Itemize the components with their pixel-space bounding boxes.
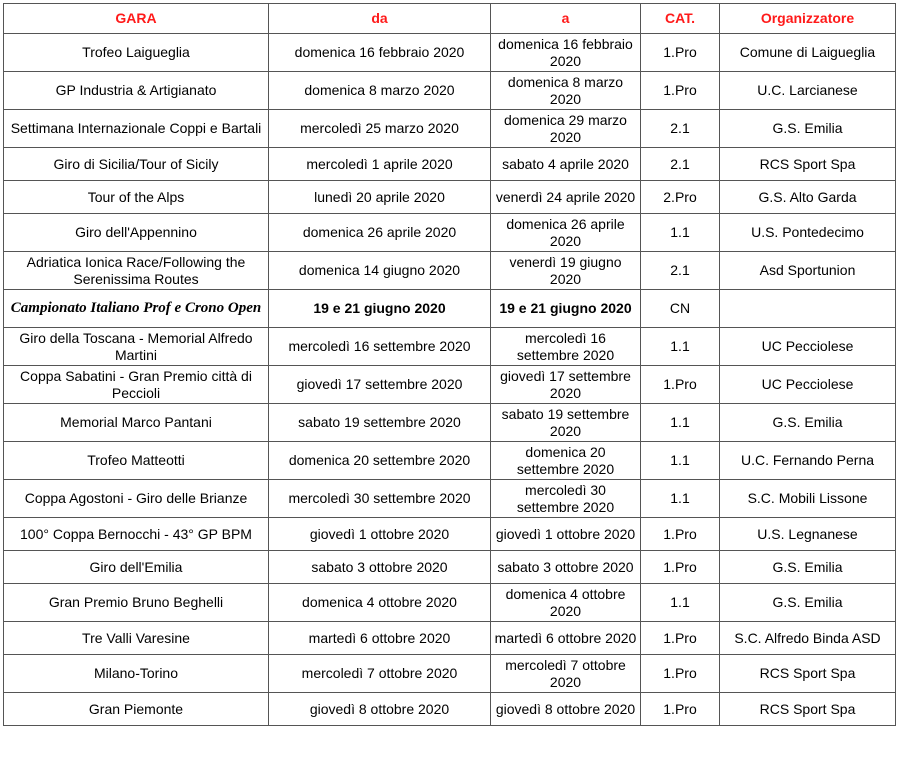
cell-a: domenica 16 febbraio 2020: [491, 34, 641, 72]
cell-gara: Giro della Toscana - Memorial Alfredo Martini: [4, 328, 269, 366]
cell-gara: Campionato Italiano Prof e Crono Open: [4, 290, 269, 328]
cell-cat: 1.Pro: [641, 34, 720, 72]
cell-da: sabato 3 ottobre 2020: [269, 551, 491, 584]
cell-gara: Milano-Torino: [4, 655, 269, 693]
table-row: [4, 366, 896, 404]
cell-gara: Settimana Internazionale Coppi e Bartali: [4, 110, 269, 148]
cell-a: mercoledì 7 ottobre 2020: [491, 655, 641, 693]
cell-da: martedì 6 ottobre 2020: [269, 622, 491, 655]
cell-gara: Gran Piemonte: [4, 693, 269, 726]
table-row: [4, 214, 896, 252]
table-row: [4, 584, 896, 622]
header-row: [4, 4, 896, 34]
cell-da: giovedì 1 ottobre 2020: [269, 518, 491, 551]
cell-org: U.C. Larcianese: [720, 72, 896, 110]
cell-a: giovedì 17 settembre 2020: [491, 366, 641, 404]
cell-org: UC Pecciolese: [720, 366, 896, 404]
table-row: [4, 110, 896, 148]
cell-org: U.S. Pontedecimo: [720, 214, 896, 252]
header-a: a: [491, 4, 641, 34]
cell-org: G.S. Emilia: [720, 110, 896, 148]
cell-da: sabato 19 settembre 2020: [269, 404, 491, 442]
header-da: da: [269, 4, 491, 34]
cell-gara: Trofeo Matteotti: [4, 442, 269, 480]
cell-org: G.S. Emilia: [720, 404, 896, 442]
cell-gara: Tour of the Alps: [4, 181, 269, 214]
cell-gara: Giro di Sicilia/Tour of Sicily: [4, 148, 269, 181]
cell-da: domenica 26 aprile 2020: [269, 214, 491, 252]
cell-cat: 2.1: [641, 148, 720, 181]
cell-da: domenica 8 marzo 2020: [269, 72, 491, 110]
cell-da: mercoledì 16 settembre 2020: [269, 328, 491, 366]
table-row: [4, 442, 896, 480]
cell-cat: 1.Pro: [641, 366, 720, 404]
cell-a: domenica 29 marzo 2020: [491, 110, 641, 148]
cell-gara: Memorial Marco Pantani: [4, 404, 269, 442]
cell-cat: 1.Pro: [641, 622, 720, 655]
table-row: [4, 693, 896, 726]
table-row: [4, 72, 896, 110]
header-gara: GARA: [4, 4, 269, 34]
cell-gara: Tre Valli Varesine: [4, 622, 269, 655]
table-row: [4, 34, 896, 72]
table-row-championship: [4, 290, 896, 328]
table-row: [4, 328, 896, 366]
cell-cat: 1.Pro: [641, 518, 720, 551]
cell-org: G.S. Emilia: [720, 584, 896, 622]
cell-cat: 1.Pro: [641, 655, 720, 693]
cell-org: RCS Sport Spa: [720, 693, 896, 726]
cell-a: mercoledì 16 settembre 2020: [491, 328, 641, 366]
cell-da: giovedì 8 ottobre 2020: [269, 693, 491, 726]
table-row: [4, 622, 896, 655]
cell-cat: 1.Pro: [641, 693, 720, 726]
cell-cat: 1.Pro: [641, 551, 720, 584]
cell-a: venerdì 19 giugno 2020: [491, 252, 641, 290]
cell-org: U.S. Legnanese: [720, 518, 896, 551]
cell-cat: 2.Pro: [641, 181, 720, 214]
cell-cat: 2.1: [641, 110, 720, 148]
cell-da: domenica 16 febbraio 2020: [269, 34, 491, 72]
cell-gara: Giro dell'Appennino: [4, 214, 269, 252]
cell-org: S.C. Alfredo Binda ASD: [720, 622, 896, 655]
cell-a: 19 e 21 giugno 2020: [491, 290, 641, 328]
cell-org: RCS Sport Spa: [720, 148, 896, 181]
cell-cat: 1.1: [641, 328, 720, 366]
table-row: [4, 181, 896, 214]
cell-org: Comune di Laigueglia: [720, 34, 896, 72]
cell-a: sabato 19 settembre 2020: [491, 404, 641, 442]
cell-gara: Gran Premio Bruno Beghelli: [4, 584, 269, 622]
cell-org: [720, 290, 896, 328]
cell-cat: 1.1: [641, 404, 720, 442]
cell-cat: 1.1: [641, 442, 720, 480]
cell-a: domenica 26 aprile 2020: [491, 214, 641, 252]
cell-gara: Adriatica Ionica Race/Following the Serenissima Routes: [4, 252, 269, 290]
cell-cat: CN: [641, 290, 720, 328]
cell-cat: 1.1: [641, 214, 720, 252]
cell-da: 19 e 21 giugno 2020: [269, 290, 491, 328]
cell-da: domenica 14 giugno 2020: [269, 252, 491, 290]
cell-da: lunedì 20 aprile 2020: [269, 181, 491, 214]
cell-org: G.S. Emilia: [720, 551, 896, 584]
cell-da: domenica 4 ottobre 2020: [269, 584, 491, 622]
cell-da: mercoledì 1 aprile 2020: [269, 148, 491, 181]
cell-a: mercoledì 30 settembre 2020: [491, 480, 641, 518]
cell-a: domenica 20 settembre 2020: [491, 442, 641, 480]
cell-a: domenica 4 ottobre 2020: [491, 584, 641, 622]
cell-da: mercoledì 25 marzo 2020: [269, 110, 491, 148]
table-row: [4, 148, 896, 181]
cell-cat: 1.Pro: [641, 72, 720, 110]
table-row: [4, 655, 896, 693]
cell-da: giovedì 17 settembre 2020: [269, 366, 491, 404]
cell-org: S.C. Mobili Lissone: [720, 480, 896, 518]
cell-org: RCS Sport Spa: [720, 655, 896, 693]
race-calendar-table: [3, 3, 896, 726]
table-row: [4, 551, 896, 584]
cell-a: giovedì 1 ottobre 2020: [491, 518, 641, 551]
cell-gara: Coppa Agostoni - Giro delle Brianze: [4, 480, 269, 518]
header-organizzatore: Organizzatore: [720, 4, 896, 34]
cell-gara: 100° Coppa Bernocchi - 43° GP BPM: [4, 518, 269, 551]
cell-org: Asd Sportunion: [720, 252, 896, 290]
cell-gara: Giro dell'Emilia: [4, 551, 269, 584]
cell-da: mercoledì 7 ottobre 2020: [269, 655, 491, 693]
header-cat: CAT.: [641, 4, 720, 34]
cell-org: U.C. Fernando Perna: [720, 442, 896, 480]
cell-org: G.S. Alto Garda: [720, 181, 896, 214]
cell-cat: 1.1: [641, 480, 720, 518]
table-row: [4, 518, 896, 551]
cell-gara: Trofeo Laigueglia: [4, 34, 269, 72]
cell-a: sabato 3 ottobre 2020: [491, 551, 641, 584]
cell-cat: 2.1: [641, 252, 720, 290]
cell-a: venerdì 24 aprile 2020: [491, 181, 641, 214]
cell-a: martedì 6 ottobre 2020: [491, 622, 641, 655]
cell-gara: GP Industria & Artigianato: [4, 72, 269, 110]
cell-a: domenica 8 marzo 2020: [491, 72, 641, 110]
cell-a: sabato 4 aprile 2020: [491, 148, 641, 181]
table-row: [4, 252, 896, 290]
cell-gara: Coppa Sabatini - Gran Premio città di Peccioli: [4, 366, 269, 404]
table-row: [4, 404, 896, 442]
cell-org: UC Pecciolese: [720, 328, 896, 366]
cell-cat: 1.1: [641, 584, 720, 622]
cell-a: giovedì 8 ottobre 2020: [491, 693, 641, 726]
cell-da: mercoledì 30 settembre 2020: [269, 480, 491, 518]
table-row: [4, 480, 896, 518]
cell-da: domenica 20 settembre 2020: [269, 442, 491, 480]
